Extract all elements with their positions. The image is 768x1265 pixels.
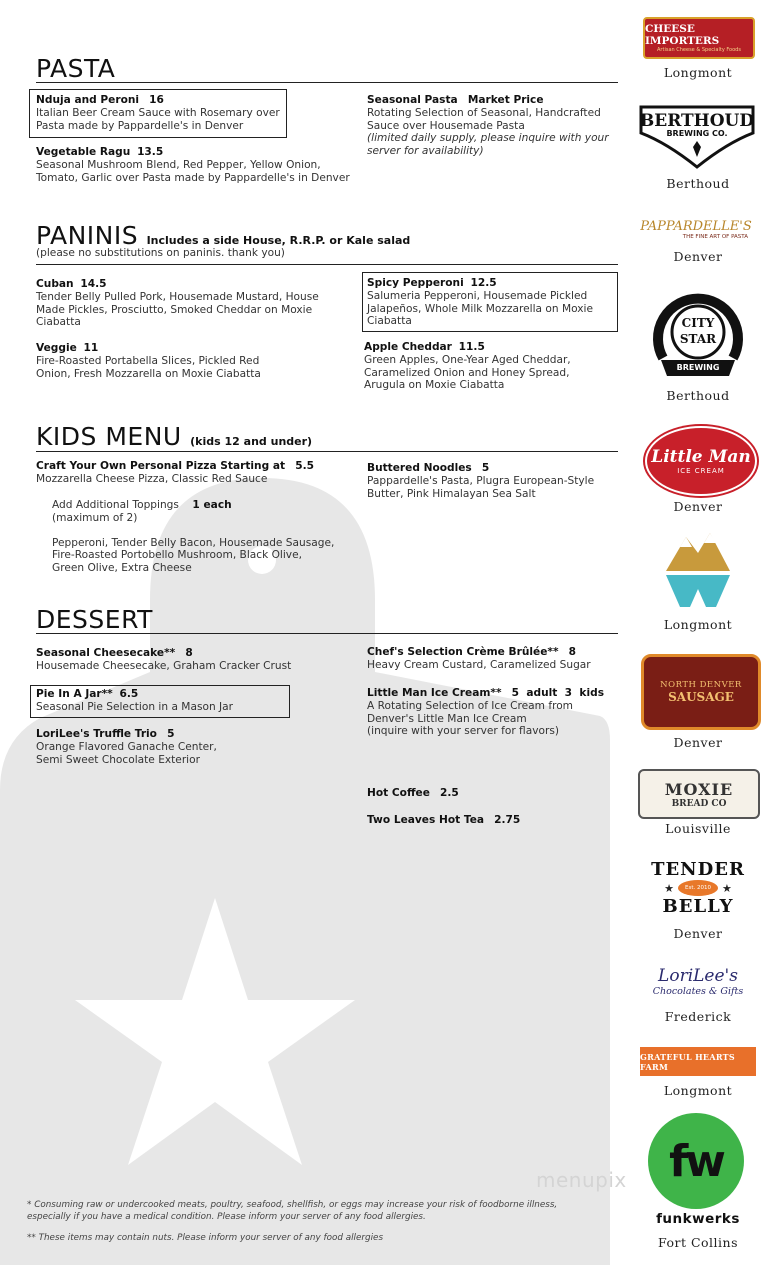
pappardelles-logo: PAPPARDELLE'S THE FINE ART OF PASTA bbox=[640, 218, 752, 240]
partner-city: Frederick bbox=[664, 1009, 732, 1024]
partner-city: Longmont bbox=[663, 65, 733, 80]
w-mountain-logo bbox=[662, 527, 734, 611]
paninis-heading: PANINIS Includes a side House, R.R.P. or Kale salad bbox=[36, 221, 411, 250]
menu-item: Seasonal Pasta Market Price Rotating Selection of Seasonal, Handcrafted Sauce over Housemade Pasta (limited daily supply, please inquire with your server for availability) bbox=[367, 94, 609, 158]
menu-item: Little Man Ice Cream** 5 adult 3 kids A Rotating Selection of Ice Cream from Denver's Little Man Ice Cream (inquire with your server for flavors) bbox=[367, 687, 604, 738]
dessert-divider bbox=[36, 633, 618, 634]
funkwerks-wordmark: funkwerks bbox=[656, 1211, 740, 1227]
grateful-hearts-farm-logo: GRATEFUL HEARTS FARM bbox=[640, 1047, 756, 1076]
tender-belly-logo: TENDER ★ Est. 2010 ★ BELLY bbox=[651, 859, 745, 917]
nuts-footnote: ** These items may contain nuts. Please inform your server of any food allergies bbox=[27, 1233, 384, 1243]
menu-item: Cuban 14.5 Tender Belly Pulled Pork, Housemade Mustard, House Made Pickles, Prosciutto, Smoked Cheddar on Moxie Ciabatta bbox=[36, 278, 319, 329]
menu-item: Seasonal Cheesecake** 8 Housemade Cheesecake, Graham Cracker Crust bbox=[36, 647, 292, 672]
star-icon: ★ bbox=[664, 881, 674, 895]
menu-item: Pie In A Jar** 6.5 Seasonal Pie Selection in a Mason Jar bbox=[36, 688, 233, 713]
partner-city: Denver bbox=[673, 926, 723, 941]
paninis-note: (please no substitutions on paninis. thank you) bbox=[36, 247, 285, 259]
partner-city: Berthoud bbox=[666, 176, 730, 191]
kids-heading: KIDS MENU (kids 12 and under) bbox=[36, 422, 313, 451]
partner-city: Denver bbox=[673, 249, 723, 264]
menu-item: Apple Cheddar 11.5 Green Apples, One-Year Aged Cheddar, Caramelized Onion and Honey Spread, Arugula on Moxie Ciabatta bbox=[364, 341, 571, 392]
menu-item: LoriLee's Truffle Trio 5 Orange Flavored Ganache Center, Semi Sweet Chocolate Exterior bbox=[36, 728, 217, 766]
partner-city: Denver bbox=[673, 499, 723, 514]
partner-city: Berthoud bbox=[666, 388, 730, 403]
moxie-bread-logo: MOXIE BREAD CO bbox=[638, 769, 760, 819]
north-denver-sausage-logo: NORTH DENVER SAUSAGE bbox=[641, 654, 761, 730]
menu-item: Craft Your Own Personal Pizza Starting at 5.5 Mozzarella Cheese Pizza, Classic Red Sauce bbox=[36, 460, 314, 485]
funkwerks-logo: fw bbox=[648, 1113, 744, 1209]
menu-item: Spicy Pepperoni 12.5 Salumeria Pepperoni, Housemade Pickled Jalapeños, Whole Milk Mozzarella on Moxie Ciabatta bbox=[367, 277, 593, 328]
menupix-watermark: menupix bbox=[536, 1168, 627, 1192]
berthoud-brewing-logo: BERTHOUD BREWING CO. bbox=[637, 103, 757, 171]
menu-item: Veggie 11 Fire-Roasted Portabella Slices, Pickled Red Onion, Fresh Mozzarella on Moxie Ciabatta bbox=[36, 342, 261, 380]
pasta-heading: PASTA bbox=[36, 54, 116, 83]
lorilees-logo: LoriLee's Chocolates & Gifts bbox=[652, 965, 744, 997]
allergy-footnote: * Consuming raw or undercooked meats, poultry, seafood, shellfish, or eggs may increase your risk of foodborne illness, especially if you have a medical condition. Please inform your server of any food allergies. bbox=[27, 1200, 558, 1222]
cheese-importers-logo: CHEESE IMPORTERS Artisan Cheese & Specialty Foods bbox=[643, 17, 755, 59]
partner-city: Longmont bbox=[663, 1083, 733, 1098]
partner-city: Louisville bbox=[665, 821, 731, 836]
city-star-brewing-logo: CITY STAR BREWING bbox=[651, 288, 745, 382]
pasta-divider bbox=[36, 82, 618, 83]
menu-item: Buttered Noodles 5 Pappardelle's Pasta, Plugra European-Style Butter, Pink Himalayan Sea Salt bbox=[367, 462, 595, 500]
menu-item: Vegetable Ragu 13.5 Seasonal Mushroom Blend, Red Pepper, Yellow Onion, Tomato, Garlic over Pasta made by Pappardelle's in Denver bbox=[36, 146, 350, 184]
drink-item: Hot Coffee 2.5 bbox=[367, 787, 459, 799]
partner-city: Denver bbox=[673, 735, 723, 750]
menu-item: Chef's Selection Crème Brûlée** 8 Heavy Cream Custard, Caramelized Sugar bbox=[367, 646, 591, 671]
partner-city: Fort Collins bbox=[657, 1235, 739, 1250]
star-icon: ★ bbox=[722, 881, 732, 895]
menu-item: Nduja and Peroni 16 Italian Beer Cream Sauce with Rosemary over Pasta made by Pappardelle's in Denver bbox=[36, 94, 280, 132]
kids-divider bbox=[36, 451, 618, 452]
partner-city: Longmont bbox=[663, 617, 733, 632]
drink-item: Two Leaves Hot Tea 2.75 bbox=[367, 814, 521, 826]
paninis-divider bbox=[36, 264, 618, 265]
dessert-heading: DESSERT bbox=[36, 605, 153, 634]
pig-icon: Est. 2010 bbox=[678, 880, 718, 896]
toppings-block: Add Additional Toppings 1 each (maximum of 2) Pepperoni, Tender Belly Bacon, Housemade Sausage, Fire-Roasted Portobello Mushroom, Black Olive, Green Olive, Extra Cheese bbox=[52, 499, 335, 575]
little-man-ice-cream-logo: Little Man ICE CREAM bbox=[645, 426, 757, 496]
